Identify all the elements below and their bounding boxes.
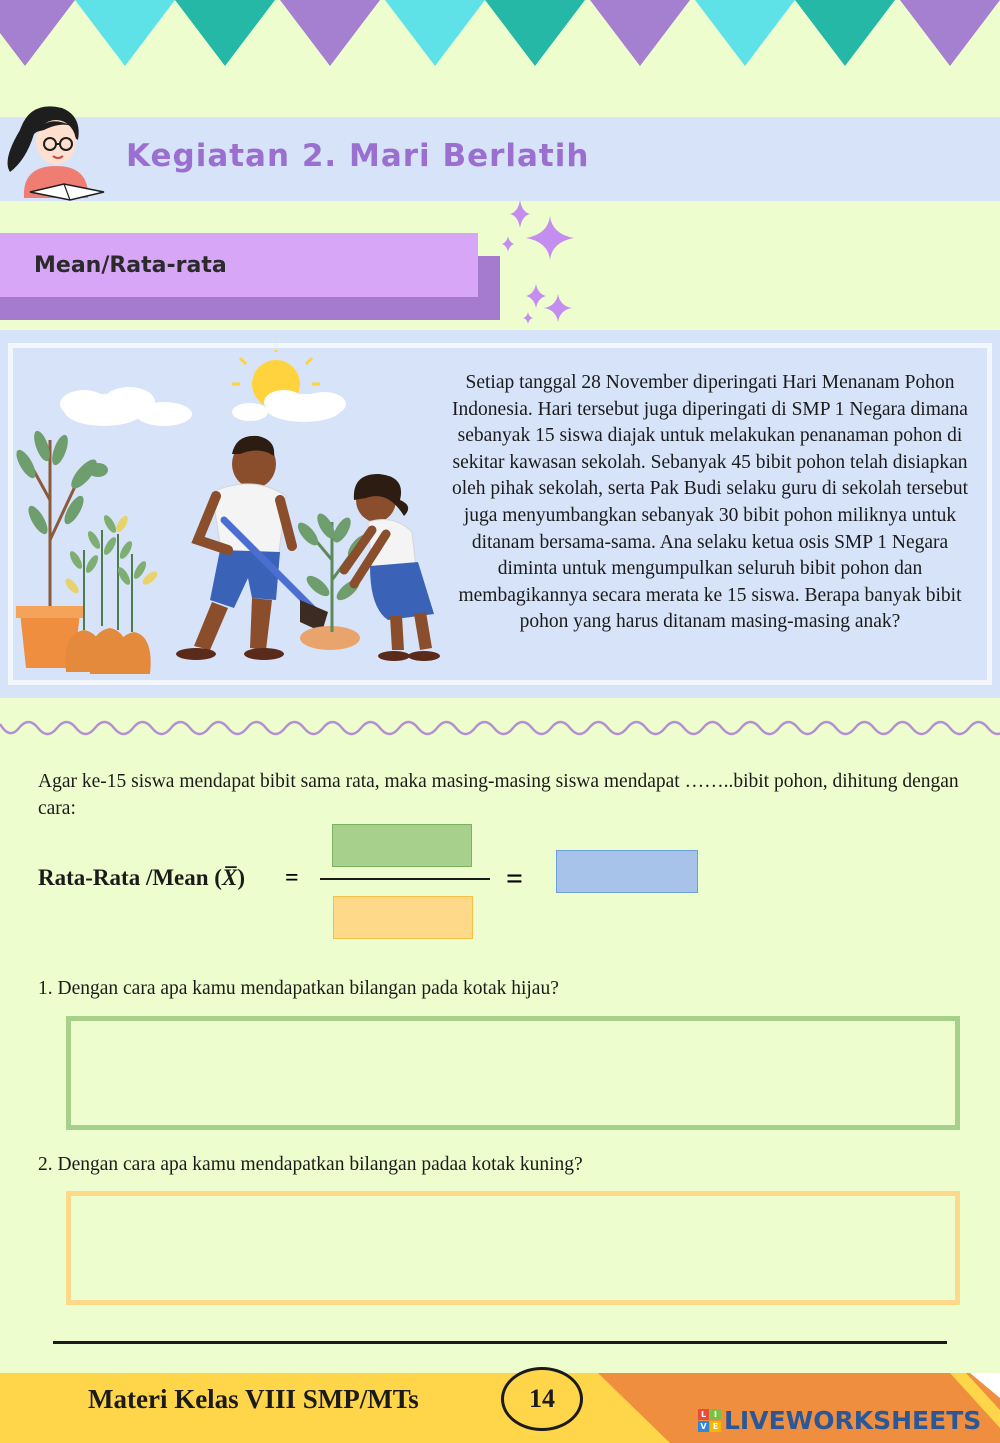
answer-box-1[interactable] [66,1016,960,1130]
numerator-input-green[interactable] [332,824,472,867]
fraction-line [320,878,490,880]
question-1: 1. Dengan cara apa kamu mendapatkan bilangan pada kotak hijau? [38,978,559,999]
liveworksheets-brand[interactable] [698,1406,981,1435]
result-input-blue[interactable] [556,850,698,893]
girl-figure [344,474,440,661]
x-bar-symbol: X̅ [221,865,238,890]
answer-box-2[interactable] [66,1191,960,1305]
sparkle-icon [496,198,580,330]
equals-sign-result: = [506,862,524,895]
bunting-decoration [0,0,1000,70]
footer-rule [53,1341,947,1344]
liveworksheets-text: LIVEWORKSHEETS [724,1406,982,1435]
equals-sign: = [285,865,299,891]
story-text: Setiap tanggal 28 November diperingati Hari Menanam Pohon Indonesia. Hari tersebut juga diperingati di SMP 1 Negara dimana sebanyak 15 siswa diajak untuk melakukan penanaman pohon di sekitar kawasan sekolah. Sebanyak 45 bibit pohon telah disiapkan oleh pihak sekolah, serta Pak Budi selaku guru di sekolah tersebut juga menyumbangkan sebanyak 30 bibit pohon miliknya untuk ditanam bersama-sama. Ana selaku ketua osis SMP 1 Negara diminta untuk mengumpulkan seluruh bibit pohon dan membagikannya secara merata ke 15 siswa. Berapa banyak bibit pohon yang harus ditanam masing-masing anak? [451,372,969,633]
intro-text: Agar ke-15 siswa mendapat bibit sama rata, maka masing-masing siswa mendapat ……..bibit pohon, dihitung dengan cara: [38,771,959,819]
cloud-icon [60,387,346,426]
question-2: 2. Dengan cara apa kamu mendapatkan bilangan padaa kotak kuning? [38,1154,583,1175]
page-title: Kegiatan 2. Mari Berlatih [126,138,590,174]
footer-title: Materi Kelas VIII SMP/MTs [88,1384,419,1414]
girl-reading-icon [0,100,110,204]
page-number: 14 [501,1367,583,1431]
wave-divider [0,714,1000,744]
section-heading: Mean/Rata-rata [34,253,227,278]
denominator-input-yellow[interactable] [333,896,473,939]
liveworksheets-logo-icon: L I V E [698,1409,721,1432]
children-planting-trees-illustration [14,350,444,678]
boy-figure [176,436,328,660]
mean-formula-label: Rata-Rata /Mean (X̅) [38,865,245,890]
